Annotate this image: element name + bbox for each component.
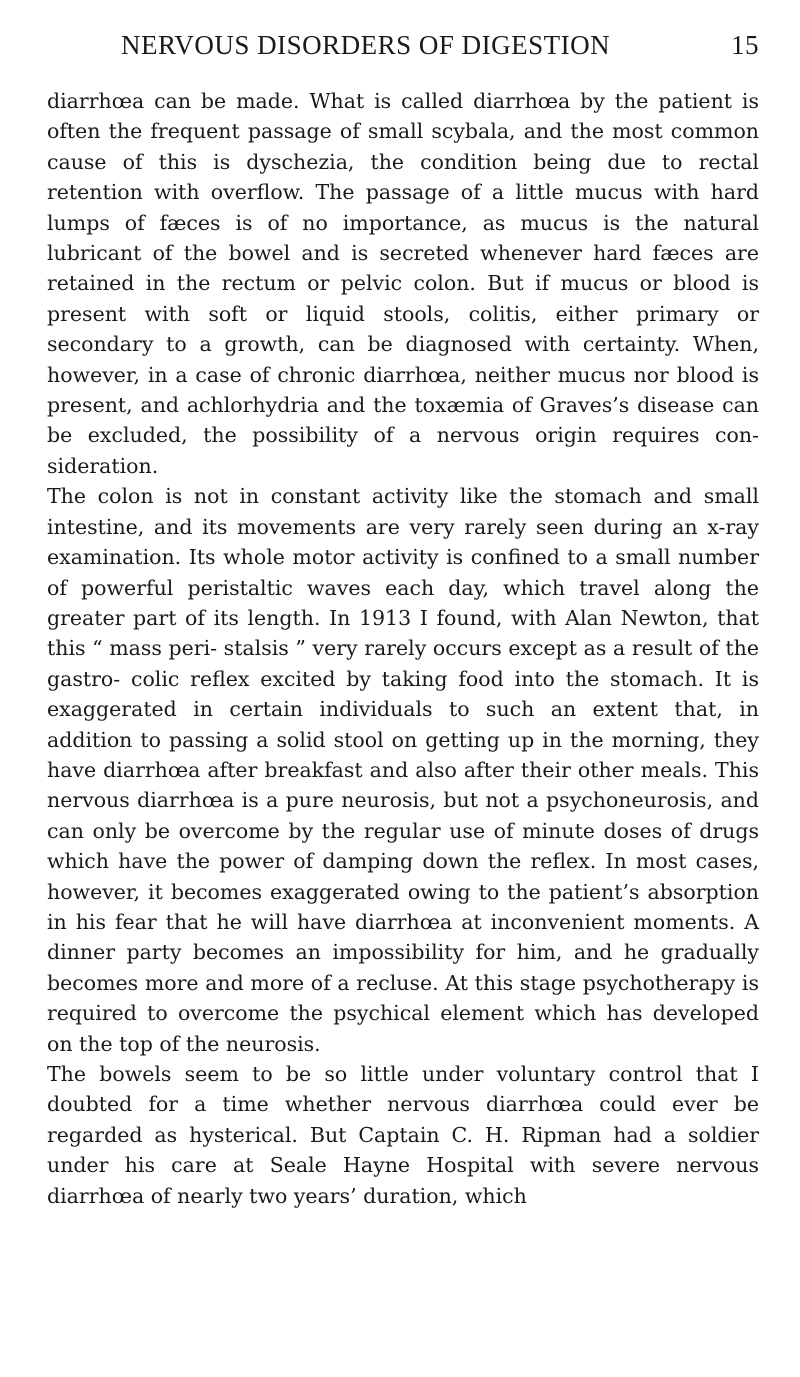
paragraph-2: The colon is not in constant activity like the stomach and small intestine, and its movements are very rarely seen during an x-ray examination. Its whole motor activity is confined to a small number of powerful peristaltic waves each day, which travel along the greater part of its length. In 1913 I found, with Alan Newton, that this “ mass peri- stalsis ” very rarely occurs except as a result of the gastro- colic reflex excited by taking food into the stomach. It is exaggerated in certain individuals to such an extent that, in addition to passing a solid stool on getting up in the morning, they have diarrhœa after breakfast and also after their other meals. This nervous diarrhœa is a pure neurosis, but not a psychoneurosis, and can only be overcome by the regular use of minute doses of drugs which have the power of damping down the reflex. In most cases, however, it becomes exaggerated owing to the patient’s absorption in his fear that he will have diarrhœa at inconvenient moments. A dinner party becomes an impossibility for him, and he gradually becomes more and more of a recluse. At this stage psychotherapy is required to overcome the psychical element which has developed on the top of the neurosis. [47,484,759,1056]
book-page [47,30,759,1211]
page-number: 15 [731,30,759,60]
paragraph-3: The bowels seem to be so little under voluntary control that I doubted for a time whether nervous diarrhœa could ever be regarded as hysterical. But Captain C. H. Ripman had a soldier under his care at Seale Hayne Hospital with severe nervous diarrhœa of nearly two years’ duration, which [47,1062,759,1208]
body-text [47,86,759,1211]
paragraph-1: diarrhœa can be made. What is called diarrhœa by the patient is often the frequent passage of small scybala, and the most common cause of this is dyschezia, the condition being due to rectal retention with overflow. The passage of a little mucus with hard lumps of fæces is of no importance, as mucus is the natural lubricant of the bowel and is secreted whenever hard fæces are retained in the rectum or pelvic colon. But if mucus or blood is present with soft or liquid stools, colitis, either primary or secondary to a growth, can be diagnosed with certainty. When, however, in a case of chronic diarrhœa, neither mucus nor blood is present, and achlorhydria and the toxæmia of Graves’s disease can be excluded, the possibility of a nervous origin requires con- sideration. [47,89,759,478]
running-head [47,30,759,74]
running-title: NERVOUS DISORDERS OF DIGESTION [121,30,611,60]
